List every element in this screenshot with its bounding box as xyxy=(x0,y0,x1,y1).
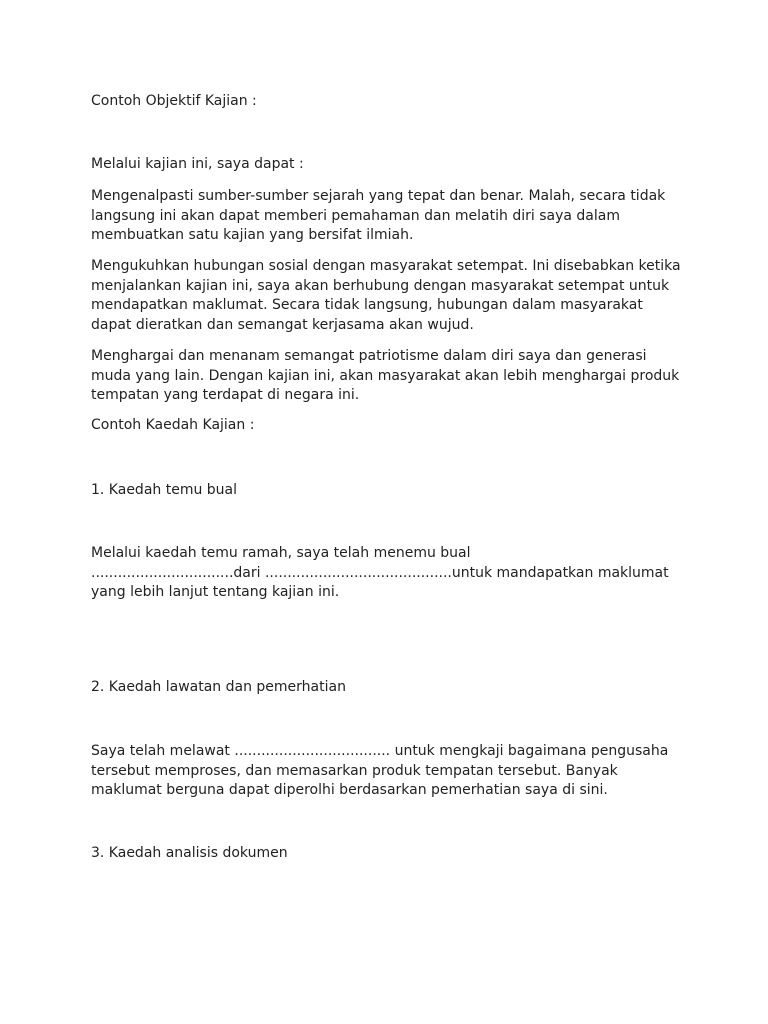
paragraph-line: dapat dieratkan dan semangat kerjasama akan wujud. xyxy=(91,316,474,333)
paragraph-line: yang lebih lanjut tentang kajian ini. xyxy=(91,584,340,600)
paragraph-line: Menghargai dan menanam semangat patriotisme dalam diri saya dan generasi xyxy=(91,348,647,364)
paragraph-line: langsung ini akan dapat memberi pemahaman dan melatih diri saya dalam xyxy=(91,207,620,224)
paragraph-line: muda yang lain. Dengan kajian ini, akan masyarakat akan lebih menghargai produk xyxy=(91,367,680,384)
paragraph-line: Melalui kaedah temu ramah, saya telah menemu bual xyxy=(91,545,471,561)
kaedah-heading: Contoh Kaedah Kajian : xyxy=(91,417,255,433)
method-3-heading: 3. Kaedah analisis dokumen xyxy=(91,845,288,861)
paragraph-line: mendapatkan maklumat. Secara tidak langsung, hubungan dalam masyarakat xyxy=(91,297,643,313)
paragraph-line: menjalankan kajian ini, saya akan berhubung dengan masyarakat setempat untuk xyxy=(91,277,670,294)
paragraph-3 xyxy=(91,347,681,406)
paragraph-line: membuatkan satu kajian yang bersifat ilmiah. xyxy=(91,227,414,243)
paragraph-line: tempatan yang terdapat di negara ini. xyxy=(91,387,360,403)
paragraph-line: ................................dari ..........................................untuk mandapatkan maklumat xyxy=(91,564,669,581)
method-1-heading: 1. Kaedah temu bual xyxy=(91,482,238,498)
method-2-heading: 2. Kaedah lawatan dan pemerhatian xyxy=(91,679,346,695)
method-1-text xyxy=(91,544,681,603)
paragraph-line: Mengenalpasti sumber-sumber sejarah yang tepat dan benar. Malah, secara tidak xyxy=(91,188,666,204)
paragraph-line: Saya telah melawat ................................... untuk mengkaji bagaimana pengusaha xyxy=(91,743,669,759)
paragraph-line: maklumat berguna dapat diperolhi berdasarkan pemerhatian saya di sini. xyxy=(91,782,608,798)
intro-text: Melalui kajian ini, saya dapat : xyxy=(91,156,304,172)
objektif-heading: Contoh Objektif Kajian : xyxy=(91,93,257,109)
method-2-text xyxy=(91,742,681,801)
paragraph-line: Mengukuhkan hubungan sosial dengan masyarakat setempat. Ini disebabkan ketika xyxy=(91,258,681,274)
paragraph-line: tersebut memproses, dan memasarkan produk tempatan tersebut. Banyak xyxy=(91,762,618,779)
paragraph-2 xyxy=(91,257,681,335)
paragraph-1 xyxy=(91,187,681,246)
